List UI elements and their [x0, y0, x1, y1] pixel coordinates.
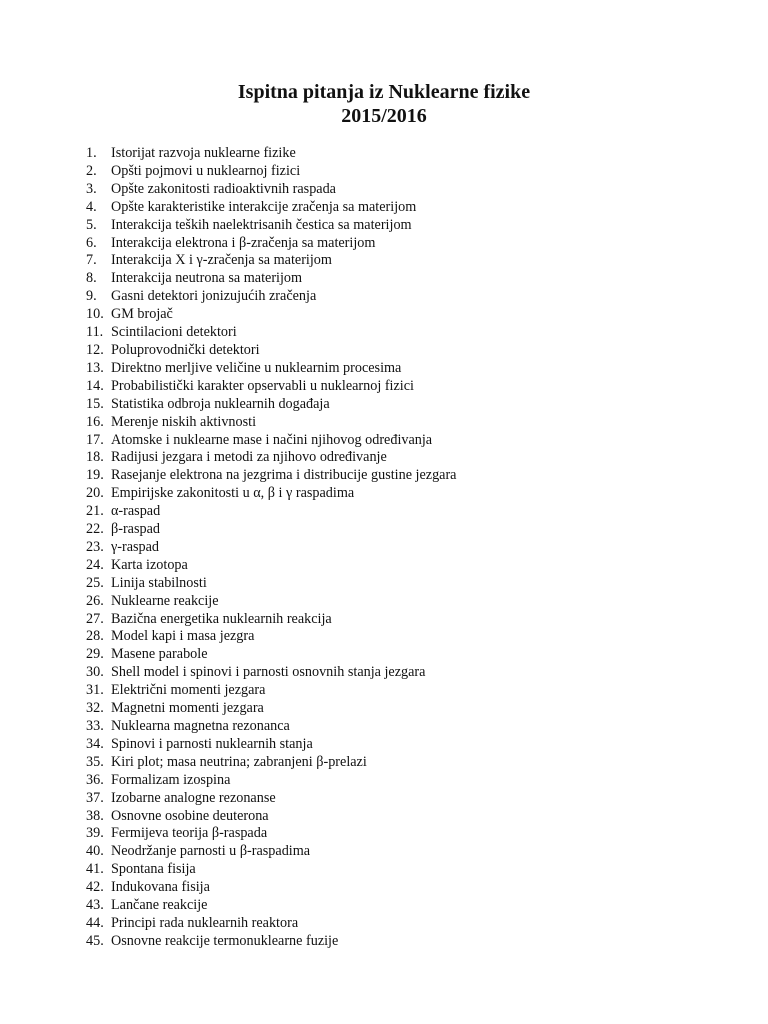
page-title	[0, 80, 768, 128]
list-item	[86, 217, 456, 235]
question-number: 28.	[86, 628, 104, 645]
question-number: 30.	[86, 664, 104, 681]
list-item	[86, 199, 456, 217]
list-item	[86, 414, 456, 432]
list-item	[86, 879, 456, 897]
list-item	[86, 503, 456, 521]
question-number: 13.	[86, 359, 104, 376]
question-text: Model kapi i masa jezgra	[111, 628, 255, 645]
question-text: Fermijeva teorija β-raspada	[111, 825, 268, 842]
list-item	[86, 467, 456, 485]
question-text: Bazična energetika nuklearnih reakcija	[111, 610, 332, 627]
question-number: 6.	[86, 234, 97, 251]
question-text: Probabilistički karakter opservabli u nuklearnoj fizici	[111, 377, 414, 394]
question-text: Scintilacioni detektori	[111, 324, 237, 341]
list-item	[86, 861, 456, 879]
question-number: 22.	[86, 521, 104, 538]
question-text: Linija stabilnosti	[111, 574, 207, 591]
question-number: 27.	[86, 610, 104, 627]
list-item	[86, 682, 456, 700]
list-item	[86, 485, 456, 503]
list-item	[86, 754, 456, 772]
question-number: 5.	[86, 216, 97, 233]
question-text: Atomske i nuklearne mase i načini njihovog određivanja	[111, 431, 433, 448]
list-item	[86, 449, 456, 467]
question-number: 41.	[86, 861, 104, 878]
list-item	[86, 252, 456, 270]
question-number: 42.	[86, 879, 104, 896]
list-item	[86, 843, 456, 861]
list-item	[86, 825, 456, 843]
list-item	[86, 557, 456, 575]
question-number: 45.	[86, 932, 104, 949]
question-list	[86, 145, 456, 951]
list-item	[86, 378, 456, 396]
question-number: 20.	[86, 485, 104, 502]
question-number: 44.	[86, 914, 104, 931]
question-number: 2.	[86, 162, 97, 179]
question-number: 37.	[86, 789, 104, 806]
question-text: Neodržanje parnosti u β-raspadima	[111, 843, 311, 860]
list-item	[86, 145, 456, 163]
question-number: 12.	[86, 341, 104, 358]
question-text: Empirijske zakonitosti u α, β i γ raspadima	[111, 485, 355, 502]
question-text: Rasejanje elektrona na jezgrima i distribucije gustine jezgara	[111, 467, 457, 484]
list-item	[86, 306, 456, 324]
question-text: Interakcija elektrona i β-zračenja sa materijom	[111, 234, 376, 251]
list-item	[86, 772, 456, 790]
question-number: 8.	[86, 270, 97, 287]
question-number: 29.	[86, 646, 104, 663]
list-item	[86, 646, 456, 664]
question-text: Principi rada nuklearnih reaktora	[111, 914, 299, 931]
question-number: 43.	[86, 897, 104, 914]
list-item	[86, 628, 456, 646]
question-number: 35.	[86, 753, 104, 770]
question-number: 1.	[86, 145, 97, 161]
question-text: Istorijat razvoja nuklearne fizike	[111, 145, 296, 161]
question-number: 4.	[86, 198, 97, 215]
question-text: Indukovana fisija	[111, 879, 210, 896]
list-item	[86, 324, 456, 342]
list-item	[86, 539, 456, 557]
question-number: 17.	[86, 431, 104, 448]
question-text: Osnovne osobine deuterona	[111, 807, 269, 824]
list-item	[86, 342, 456, 360]
list-item	[86, 790, 456, 808]
question-number: 40.	[86, 843, 104, 860]
list-item	[86, 396, 456, 414]
list-item	[86, 933, 456, 951]
title-line-1: Ispitna pitanja iz Nuklearne fizike	[237, 81, 531, 103]
question-text: Opšte zakonitosti radioaktivnih raspada	[111, 180, 336, 197]
question-text: Shell model i spinovi i parnosti osnovnih stanja jezgara	[111, 664, 426, 681]
question-text: Interakcija teških naelektrisanih čestica sa materijom	[111, 216, 412, 233]
list-item	[86, 432, 456, 450]
list-item	[86, 521, 456, 539]
question-number: 9.	[86, 288, 97, 305]
question-number: 24.	[86, 556, 104, 573]
question-text: Nuklearna magnetna rezonanca	[111, 718, 290, 734]
question-number: 34.	[86, 735, 104, 752]
list-item	[86, 360, 456, 378]
title-line-2: 2015/2016	[341, 105, 427, 127]
question-text: Osnovne reakcije termonuklearne fuzije	[111, 932, 339, 949]
list-item	[86, 235, 456, 253]
question-number: 38.	[86, 807, 104, 824]
question-number: 36.	[86, 771, 104, 788]
question-text: Kiri plot; masa neutrina; zabranjeni β-prelazi	[111, 753, 367, 770]
question-number: 10.	[86, 306, 104, 323]
list-item	[86, 718, 456, 736]
question-text: GM brojač	[111, 306, 173, 323]
question-number: 31.	[86, 682, 104, 699]
question-text: Izobarne analogne rezonanse	[111, 789, 276, 806]
question-number: 32.	[86, 700, 104, 717]
question-text: Lančane reakcije	[111, 897, 208, 914]
question-text: Formalizam izospina	[111, 771, 231, 788]
question-text: Električni momenti jezgara	[111, 682, 266, 699]
question-text: β-raspad	[111, 521, 160, 538]
question-number: 11.	[86, 324, 104, 341]
question-text: Direktno merljive veličine u nuklearnim procesima	[111, 359, 402, 376]
list-item	[86, 897, 456, 915]
question-text: Poluprovodnički detektori	[111, 341, 260, 358]
question-text: Radijusi jezgara i metodi za njihovo određivanje	[111, 449, 387, 466]
question-number: 15.	[86, 395, 104, 412]
list-item	[86, 288, 456, 306]
list-item	[86, 664, 456, 682]
question-text: γ-raspad	[111, 538, 160, 555]
question-number: 14.	[86, 377, 104, 394]
question-number: 21.	[86, 503, 104, 520]
question-text: Interakcija X i γ-zračenja sa materijom	[111, 252, 332, 269]
question-number: 33.	[86, 718, 104, 734]
question-number: 39.	[86, 825, 104, 842]
list-item	[86, 736, 456, 754]
question-text: Spontana fisija	[111, 861, 196, 878]
question-text: Magnetni momenti jezgara	[111, 700, 264, 717]
list-item	[86, 700, 456, 718]
question-number: 23.	[86, 538, 104, 555]
question-text: Opšte karakteristike interakcije zračenja sa materijom	[111, 198, 417, 215]
question-text: Karta izotopa	[111, 556, 188, 573]
list-item	[86, 611, 456, 629]
question-text: Statistika odbroja nuklearnih događaja	[111, 395, 330, 412]
question-text: Merenje niskih aktivnosti	[111, 413, 257, 430]
question-number: 19.	[86, 467, 104, 484]
question-number: 26.	[86, 592, 104, 609]
list-item	[86, 593, 456, 611]
question-text: Gasni detektori jonizujućih zračenja	[111, 288, 317, 305]
list-item	[86, 915, 456, 933]
question-number: 25.	[86, 574, 104, 591]
list-item	[86, 163, 456, 181]
question-text: Opšti pojmovi u nuklearnoj fizici	[111, 162, 301, 179]
question-text: α-raspad	[111, 503, 161, 520]
question-number: 7.	[86, 252, 97, 269]
question-text: Spinovi i parnosti nuklearnih stanja	[111, 735, 313, 752]
question-number: 3.	[86, 180, 97, 197]
list-item	[86, 808, 456, 826]
question-number: 18.	[86, 449, 104, 466]
question-text: Nuklearne reakcije	[111, 592, 219, 609]
list-item	[86, 575, 456, 593]
question-text: Masene parabole	[111, 646, 208, 663]
list-item	[86, 270, 456, 288]
question-text: Interakcija neutrona sa materijom	[111, 270, 303, 287]
question-number: 16.	[86, 413, 104, 430]
list-item	[86, 181, 456, 199]
